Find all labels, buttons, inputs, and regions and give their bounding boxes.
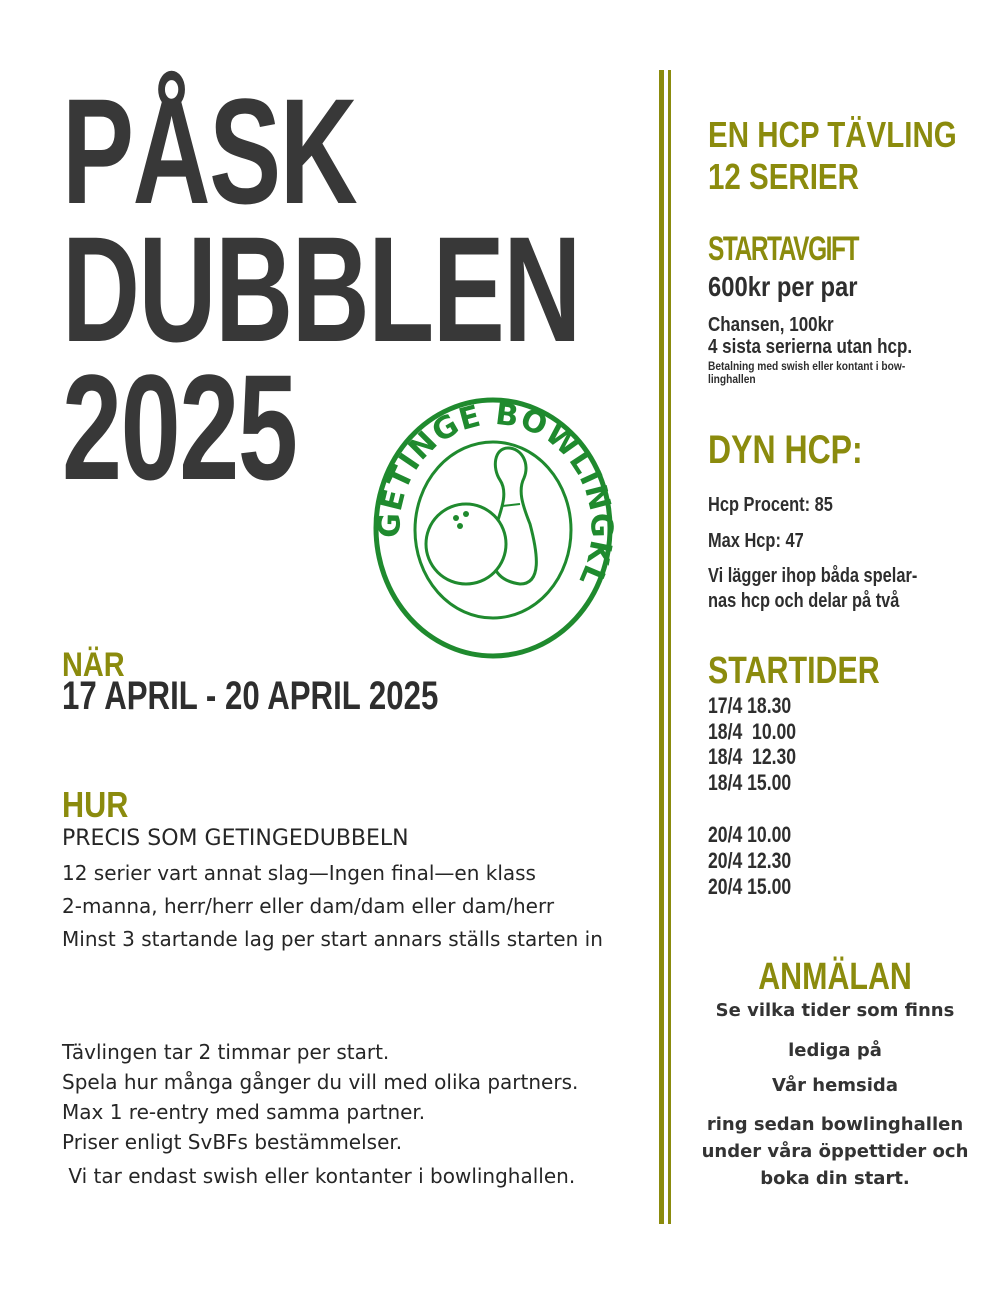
start-time: 20/4 10.00	[708, 822, 792, 847]
vertical-divider	[659, 70, 673, 1224]
startavgift-price: 600kr per par	[708, 271, 858, 302]
chansen-line-1: Chansen, 100kr	[708, 314, 834, 336]
anmalan-line-3: Vår hemsida	[772, 1075, 898, 1096]
startavgift-heading: STARTAVGIFT	[708, 230, 859, 268]
how-line-3: Minst 3 startande lag per start annars ställs starten in	[62, 927, 603, 951]
hcp-competition-line-1: EN HCP TÄVLING	[708, 114, 957, 155]
start-time: 20/4 12.30	[708, 848, 792, 873]
anmalan-heading: ANMÄLAN	[758, 956, 912, 998]
anmalan-line-6: boka din start.	[760, 1168, 910, 1189]
title-line-1: PÅSK	[62, 67, 357, 235]
info-line-3: Max 1 re-entry med samma partner.	[62, 1100, 426, 1124]
hcp-procent: Hcp Procent: 85	[708, 494, 833, 516]
how-subheading: PRECIS SOM GETINGEDUBBELN	[62, 826, 409, 851]
start-time: 18/4 10.00	[708, 719, 797, 744]
info-line-4: Priser enligt SvBFs bestämmelser.	[62, 1130, 403, 1154]
dyn-hcp-heading: DYN HCP:	[708, 428, 863, 472]
club-logo	[370, 388, 616, 664]
combine-line-1: Vi lägger ihop båda spelar-	[708, 565, 918, 587]
start-time: 18/4 15.00	[708, 770, 792, 795]
start-time: 17/4 18.30	[708, 693, 792, 718]
info-line-1: Tävlingen tar 2 timmar per start.	[62, 1040, 390, 1064]
hcp-competition-line-2: 12 SERIER	[708, 156, 859, 197]
anmalan-line-5: under våra öppettider och	[701, 1141, 969, 1162]
chansen-line-2: 4 sista serierna utan hcp.	[708, 336, 913, 358]
title-line-2: DUBBLEN	[62, 205, 580, 373]
anmalan-line-1: Se vilka tider som finns	[715, 1000, 955, 1021]
anmalan-line-4: ring sedan bowlinghallen	[706, 1114, 964, 1135]
start-time: 20/4 15.00	[708, 874, 792, 899]
when-heading: NÄR	[62, 646, 125, 684]
payment-line-1: Betalning med swish eller kontant i bow-	[708, 359, 906, 373]
how-line-2: 2-manna, herr/herr eller dam/dam eller dam/herr	[62, 894, 555, 918]
combine-line-2: nas hcp och delar på två	[708, 590, 900, 612]
how-line-1: 12 serier vart annat slag—Ingen final—en klass	[62, 861, 536, 885]
when-dates: 17 APRIL - 20 APRIL 2025	[62, 674, 439, 718]
payment-line-2: linghallen	[708, 372, 756, 386]
how-heading: HUR	[62, 784, 129, 825]
info-line-2: Spela hur många gånger du vill med olika partners.	[62, 1070, 579, 1094]
anmalan-line-2: lediga på	[788, 1040, 882, 1061]
max-hcp: Max Hcp: 47	[708, 530, 804, 552]
startider-heading: STARTIDER	[708, 650, 880, 692]
anmalan-heading-wrap	[690, 956, 980, 999]
title-line-3: 2025	[62, 343, 297, 511]
start-time: 18/4 12.30	[708, 744, 797, 769]
logo-text: GETINGE BOWLINGKL	[372, 396, 616, 591]
info-line-5: Vi tar endast swish eller kontanter i bowlinghallen.	[62, 1164, 576, 1188]
